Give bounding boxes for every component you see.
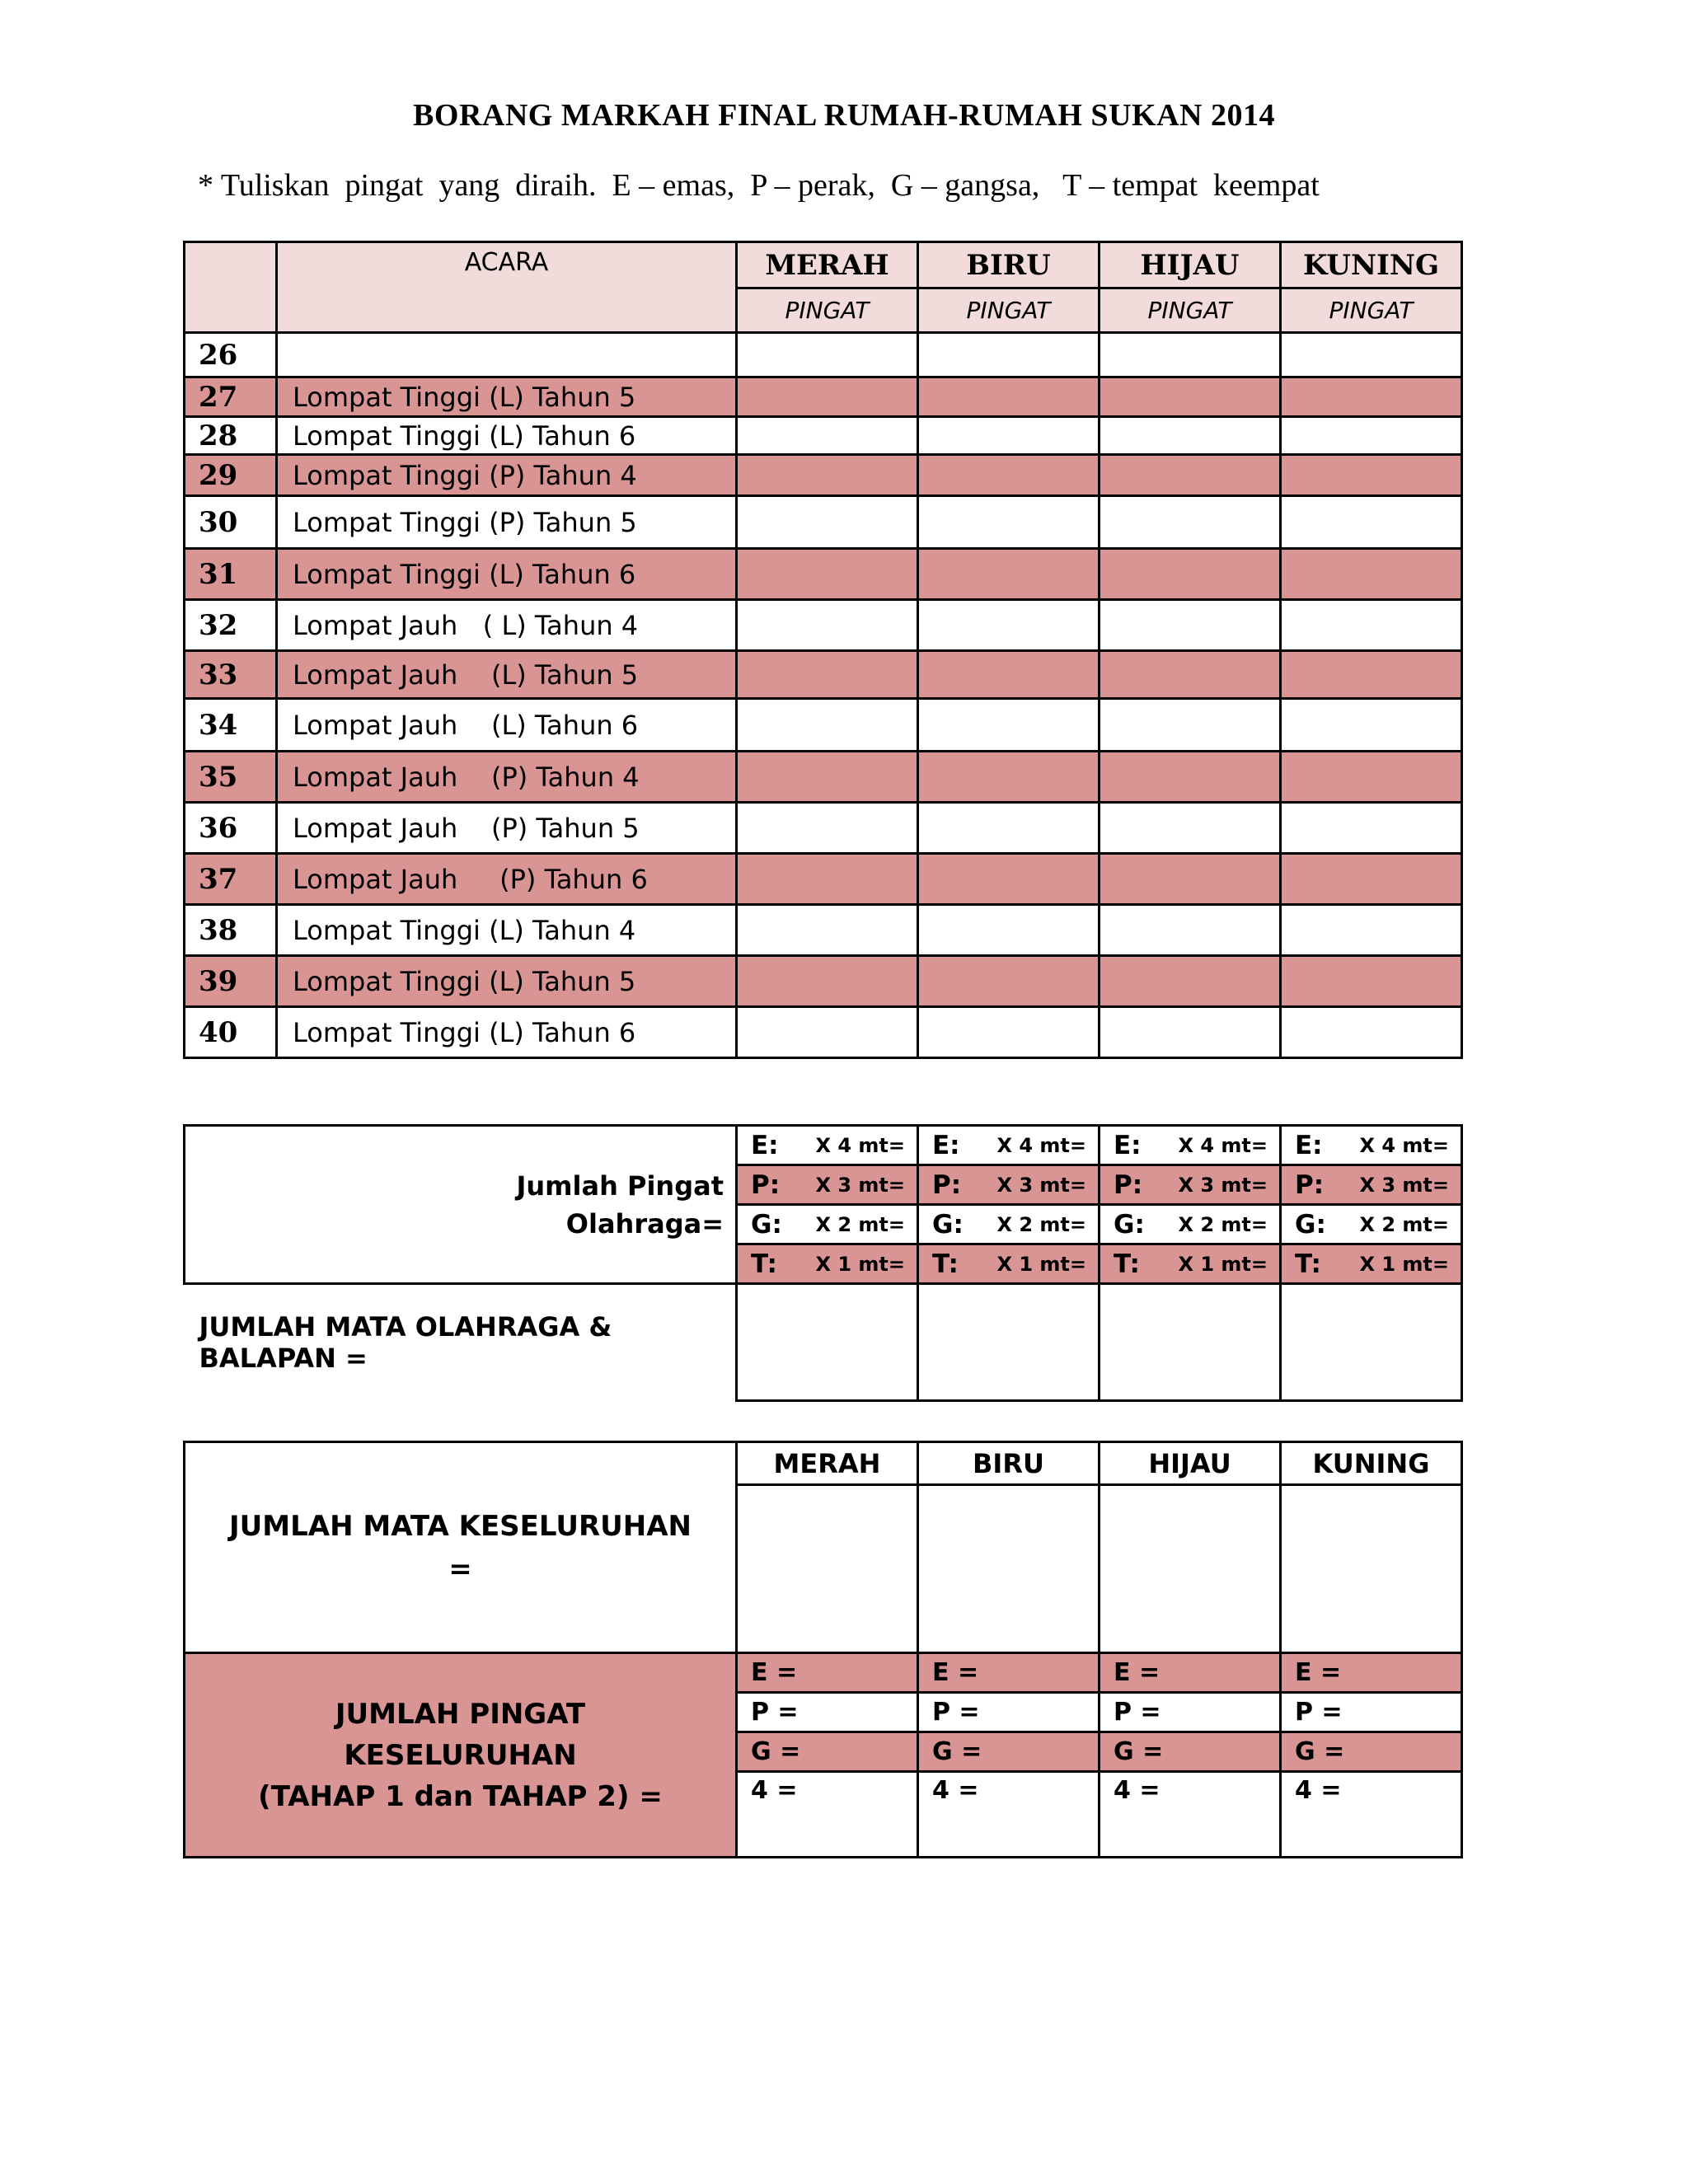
overall-medal-cell[interactable]: E = [1100, 1653, 1281, 1693]
header-row [185, 242, 1462, 288]
medal-cell-biru[interactable] [918, 1007, 1100, 1058]
medal-multiplier-cell[interactable] [1100, 1126, 1281, 1165]
medal-label: P: [1295, 1169, 1325, 1200]
event-name: Lompat Tinggi (L) Tahun 6 [277, 549, 737, 600]
event-row [185, 455, 1462, 496]
medal-cell-hijau[interactable] [1100, 496, 1281, 549]
medal-label: T: [1114, 1249, 1140, 1279]
event-number: 39 [185, 956, 277, 1007]
medal-multiplier-cell[interactable] [918, 1244, 1100, 1284]
medal-cell-biru[interactable] [918, 600, 1100, 651]
acara-header: ACARA [277, 242, 737, 333]
event-number: 26 [185, 333, 277, 377]
medal-cell-hijau[interactable] [1100, 956, 1281, 1007]
medal-label: G: [751, 1209, 782, 1240]
medal-multiplier-cell[interactable] [1100, 1205, 1281, 1244]
event-name: Lompat Tinggi (L) Tahun 5 [277, 956, 737, 1007]
medal-label: E: [751, 1130, 779, 1160]
overall-medal-cell[interactable]: 4 = [1100, 1772, 1281, 1858]
event-row [185, 1007, 1462, 1058]
medal-multiplier-cell[interactable] [737, 1244, 918, 1284]
house-kuning-header: KUNING [1281, 242, 1462, 288]
overall-header-row [185, 1442, 1462, 1485]
medal-cell-merah[interactable] [737, 377, 918, 417]
medal-cell-hijau[interactable] [1100, 549, 1281, 600]
medal-cell-merah[interactable] [737, 549, 918, 600]
event-row [185, 651, 1462, 699]
multiplier-label: X 3 mt= [1178, 1173, 1268, 1197]
medal-multiplier-cell[interactable] [1281, 1244, 1462, 1284]
olahraga-label: Olahraga= [565, 1207, 724, 1240]
medal-cell-biru[interactable] [918, 854, 1100, 905]
medal-cell-kuning[interactable] [1281, 455, 1462, 496]
overall-medal-cell[interactable]: E = [918, 1653, 1100, 1693]
event-number: 34 [185, 699, 277, 752]
overall-total-biru[interactable] [918, 1485, 1100, 1653]
overall-medal-cell[interactable]: E = [1281, 1653, 1462, 1693]
medal-cell-merah[interactable] [737, 417, 918, 455]
medal-row-e [185, 1126, 1462, 1165]
keseluruhan-equals: = [448, 1552, 472, 1586]
medal-cell-kuning[interactable] [1281, 854, 1462, 905]
medal-cell-merah[interactable] [737, 803, 918, 854]
event-row [185, 752, 1462, 803]
overall-hijau-header: HIJAU [1100, 1442, 1281, 1485]
jumlah-mata-row [185, 1284, 1462, 1401]
medal-cell-hijau[interactable] [1100, 803, 1281, 854]
multiplier-label: X 3 mt= [996, 1173, 1086, 1197]
multiplier-label: X 2 mt= [996, 1212, 1086, 1236]
overall-merah-header: MERAH [737, 1442, 918, 1485]
multiplier-label: X 1 mt= [996, 1252, 1086, 1276]
overall-medal-cell[interactable]: 4 = [918, 1772, 1100, 1858]
medal-cell-hijau[interactable] [1100, 417, 1281, 455]
overall-medal-cell[interactable]: P = [918, 1693, 1100, 1732]
medal-cell-kuning[interactable] [1281, 600, 1462, 651]
medal-cell-hijau[interactable] [1100, 1007, 1281, 1058]
multiplier-label: X 4 mt= [1359, 1133, 1449, 1157]
event-row [185, 854, 1462, 905]
event-name: Lompat Tinggi (P) Tahun 5 [277, 496, 737, 549]
summary-table [183, 1124, 1463, 1402]
house-hijau-header: HIJAU [1100, 242, 1281, 288]
event-name: Lompat Jauh (P) Tahun 4 [277, 752, 737, 803]
medal-multiplier-cell[interactable] [1100, 1165, 1281, 1205]
multiplier-label: X 3 mt= [1359, 1173, 1449, 1197]
medal-cell-hijau[interactable] [1100, 699, 1281, 752]
medal-cell-biru[interactable] [918, 377, 1100, 417]
medal-cell-biru[interactable] [918, 417, 1100, 455]
jumlah-pingat-label: Jumlah Pingat [516, 1169, 724, 1202]
overall-medal-row-e [185, 1653, 1462, 1693]
house-merah-header: MERAH [737, 242, 918, 288]
house-biru-header: BIRU [918, 242, 1100, 288]
jumlah-pingat-keseluruhan-cell [185, 1653, 737, 1858]
medal-label: G: [932, 1209, 964, 1240]
overall-total-hijau[interactable] [1100, 1485, 1281, 1653]
multiplier-label: X 3 mt= [815, 1173, 905, 1197]
event-name: Lompat Tinggi (L) Tahun 6 [277, 1007, 737, 1058]
event-number: 32 [185, 600, 277, 651]
medal-cell-merah[interactable] [737, 651, 918, 699]
medal-label: T: [1295, 1249, 1321, 1279]
overall-medal-cell[interactable]: G = [1281, 1732, 1462, 1772]
event-name: Lompat Tinggi (L) Tahun 4 [277, 905, 737, 956]
jumlah-mata-keseluruhan-cell [185, 1442, 737, 1653]
event-number: 35 [185, 752, 277, 803]
medal-label: G: [1295, 1209, 1326, 1240]
medal-cell-merah[interactable] [737, 699, 918, 752]
multiplier-label: X 1 mt= [1178, 1252, 1268, 1276]
event-number: 27 [185, 377, 277, 417]
multiplier-label: X 2 mt= [1178, 1212, 1268, 1236]
medal-cell-kuning[interactable] [1281, 803, 1462, 854]
medal-cell-biru[interactable] [918, 956, 1100, 1007]
medal-cell-merah[interactable] [737, 956, 918, 1007]
page-title: BORANG MARKAH FINAL RUMAH-RUMAH SUKAN 2014 [413, 98, 1275, 133]
medal-multiplier-cell[interactable] [1100, 1244, 1281, 1284]
multiplier-label: X 2 mt= [1359, 1212, 1449, 1236]
multiplier-label: X 2 mt= [815, 1212, 905, 1236]
medal-cell-hijau[interactable] [1100, 854, 1281, 905]
event-row [185, 417, 1462, 455]
event-name: Lompat Jauh (P) Tahun 6 [277, 854, 737, 905]
multiplier-label: X 4 mt= [996, 1133, 1086, 1157]
overall-table [183, 1441, 1463, 1858]
medal-multiplier-cell[interactable] [737, 1205, 918, 1244]
medal-cell-biru[interactable] [918, 455, 1100, 496]
event-row [185, 956, 1462, 1007]
overall-total-merah[interactable] [737, 1485, 918, 1653]
medal-cell-biru[interactable] [918, 333, 1100, 377]
medal-cell-biru[interactable] [918, 651, 1100, 699]
medal-multiplier-cell[interactable] [737, 1126, 918, 1165]
jumlah-pingat-cell [185, 1126, 737, 1284]
medal-multiplier-cell[interactable] [737, 1165, 918, 1205]
medal-cell-kuning[interactable] [1281, 956, 1462, 1007]
pingat-subheader: PINGAT [918, 288, 1100, 333]
event-row [185, 699, 1462, 752]
overall-medal-cell[interactable]: P = [737, 1693, 918, 1732]
medal-cell-biru[interactable] [918, 496, 1100, 549]
medal-cell-merah[interactable] [737, 1007, 918, 1058]
multiplier-label: X 4 mt= [815, 1133, 905, 1157]
medal-multiplier-cell[interactable] [1281, 1205, 1462, 1244]
medal-cell-hijau[interactable] [1100, 752, 1281, 803]
pingat-keseluruhan-line1: JUMLAH PINGAT [335, 1697, 586, 1731]
medal-cell-kuning[interactable] [1281, 333, 1462, 377]
overall-medal-cell[interactable]: E = [737, 1653, 918, 1693]
medal-label: P: [932, 1169, 962, 1200]
overall-medal-cell[interactable]: P = [1100, 1693, 1281, 1732]
event-name: Lompat Tinggi (L) Tahun 6 [277, 417, 737, 455]
overall-medal-cell[interactable]: G = [1100, 1732, 1281, 1772]
event-name: Lompat Jauh (P) Tahun 5 [277, 803, 737, 854]
medal-cell-hijau[interactable] [1100, 905, 1281, 956]
medal-cell-kuning[interactable] [1281, 549, 1462, 600]
medal-label: E: [1295, 1130, 1323, 1160]
medal-multiplier-cell[interactable] [1281, 1165, 1462, 1205]
pingat-subheader: PINGAT [1100, 288, 1281, 333]
medal-cell-kuning[interactable] [1281, 377, 1462, 417]
medal-cell-hijau[interactable] [1100, 651, 1281, 699]
event-number: 28 [185, 417, 277, 455]
jumlah-mata-label: JUMLAH MATA OLAHRAGA & BALAPAN = [185, 1284, 737, 1401]
overall-biru-header: BIRU [918, 1442, 1100, 1485]
pingat-subheader: PINGAT [1281, 288, 1462, 333]
medal-cell-biru[interactable] [918, 699, 1100, 752]
medal-multiplier-cell[interactable] [918, 1165, 1100, 1205]
medal-cell-kuning[interactable] [1281, 651, 1462, 699]
multiplier-label: X 1 mt= [1359, 1252, 1449, 1276]
event-name: Lompat Tinggi (L) Tahun 5 [277, 377, 737, 417]
medal-cell-merah[interactable] [737, 905, 918, 956]
medal-multiplier-cell[interactable] [1281, 1126, 1462, 1165]
medal-label: G: [1114, 1209, 1145, 1240]
medal-cell-kuning[interactable] [1281, 699, 1462, 752]
multiplier-label: X 4 mt= [1178, 1133, 1268, 1157]
medal-label: P: [1114, 1169, 1143, 1200]
medal-cell-merah[interactable] [737, 496, 918, 549]
jumlah-mata-biru[interactable] [918, 1284, 1100, 1401]
overall-total-kuning[interactable] [1281, 1485, 1462, 1653]
medal-label: T: [932, 1249, 959, 1279]
medal-cell-kuning[interactable] [1281, 752, 1462, 803]
event-number: 36 [185, 803, 277, 854]
medal-label: E: [1114, 1130, 1142, 1160]
event-row [185, 803, 1462, 854]
medal-cell-merah[interactable] [737, 752, 918, 803]
event-name [277, 333, 737, 377]
medal-cell-hijau[interactable] [1100, 600, 1281, 651]
event-number: 30 [185, 496, 277, 549]
jumlah-mata-hijau[interactable] [1100, 1284, 1281, 1401]
overall-medal-cell[interactable]: G = [737, 1732, 918, 1772]
event-row [185, 333, 1462, 377]
jumlah-mata-kuning[interactable] [1281, 1284, 1462, 1401]
medal-cell-merah[interactable] [737, 455, 918, 496]
event-number: 38 [185, 905, 277, 956]
overall-kuning-header: KUNING [1281, 1442, 1462, 1485]
pingat-subheader: PINGAT [737, 288, 918, 333]
event-number: 40 [185, 1007, 277, 1058]
event-name: Lompat Jauh (L) Tahun 6 [277, 699, 737, 752]
multiplier-label: X 1 mt= [815, 1252, 905, 1276]
overall-medal-cell[interactable]: 4 = [1281, 1772, 1462, 1858]
medal-cell-hijau[interactable] [1100, 333, 1281, 377]
medal-cell-merah[interactable] [737, 854, 918, 905]
header-number-cell [185, 242, 277, 333]
medal-cell-kuning[interactable] [1281, 1007, 1462, 1058]
overall-medal-cell[interactable]: G = [918, 1732, 1100, 1772]
event-row [185, 600, 1462, 651]
medal-label: E: [932, 1130, 960, 1160]
medal-cell-biru[interactable] [918, 752, 1100, 803]
event-name: Lompat Tinggi (P) Tahun 4 [277, 455, 737, 496]
event-number: 37 [185, 854, 277, 905]
event-row [185, 377, 1462, 417]
pingat-keseluruhan-line2: KESELURUHAN [344, 1738, 577, 1772]
medal-cell-kuning[interactable] [1281, 417, 1462, 455]
event-number: 33 [185, 651, 277, 699]
medal-cell-hijau[interactable] [1100, 377, 1281, 417]
event-name: Lompat Jauh (L) Tahun 5 [277, 651, 737, 699]
overall-medal-cell[interactable]: 4 = [737, 1772, 918, 1858]
medal-cell-biru[interactable] [918, 549, 1100, 600]
medal-cell-biru[interactable] [918, 803, 1100, 854]
medal-cell-hijau[interactable] [1100, 455, 1281, 496]
event-number: 31 [185, 549, 277, 600]
overall-medal-cell[interactable]: P = [1281, 1693, 1462, 1732]
event-row [185, 496, 1462, 549]
medal-cell-kuning[interactable] [1281, 496, 1462, 549]
medal-cell-merah[interactable] [737, 333, 918, 377]
keseluruhan-label: JUMLAH MATA KESELURUHAN [229, 1509, 692, 1543]
medal-label: P: [751, 1169, 781, 1200]
medal-cell-merah[interactable] [737, 600, 918, 651]
event-name: Lompat Jauh ( L) Tahun 4 [277, 600, 737, 651]
instruction-note: * Tuliskan pingat yang diraih. E – emas, P – perak, G – gangsa, T – tempat keempat [198, 168, 1320, 203]
medal-multiplier-cell[interactable] [918, 1126, 1100, 1165]
medal-cell-biru[interactable] [918, 905, 1100, 956]
events-table [183, 241, 1463, 1059]
medal-label: T: [751, 1249, 777, 1279]
pingat-keseluruhan-line3: (TAHAP 1 dan TAHAP 2) = [258, 1779, 663, 1813]
event-row [185, 549, 1462, 600]
jumlah-mata-merah[interactable] [737, 1284, 918, 1401]
event-number: 29 [185, 455, 277, 496]
medal-multiplier-cell[interactable] [918, 1205, 1100, 1244]
event-row [185, 905, 1462, 956]
medal-cell-kuning[interactable] [1281, 905, 1462, 956]
